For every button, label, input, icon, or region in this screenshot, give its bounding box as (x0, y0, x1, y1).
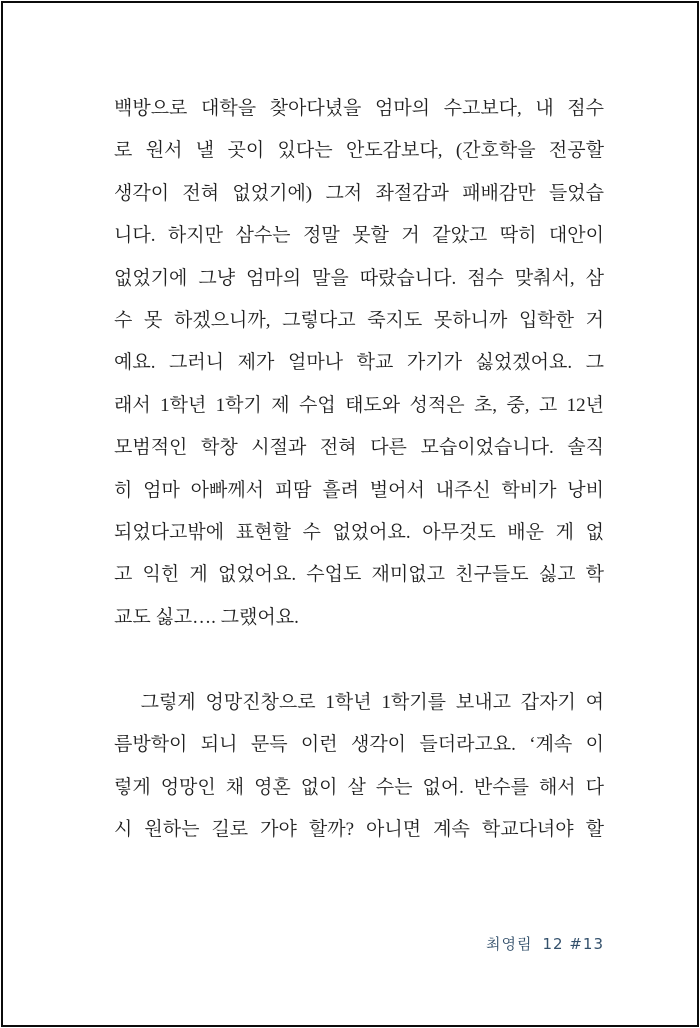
text-line: 예요. 그러니 제가 얼마나 학교 가기가 싫었겠어요. 그 (114, 352, 604, 374)
page-indicator: 12 #13 (542, 935, 604, 953)
text-line: 히 엄마 아빠께서 피땀 흘려 벌어서 내주신 학비가 낭비 (114, 479, 604, 501)
author-signature: 최영림 (486, 935, 533, 953)
text-line: 모범적인 학창 시절과 전혀 다른 모습이었습니다. 솔직 (114, 437, 604, 459)
text-line: 되었다고밖에 표현할 수 없었어요. 아무것도 배운 게 없 (114, 521, 604, 543)
text-line: 래서 1학년 1학기 제 수업 태도와 성적은 초, 중, 고 12년 (114, 394, 604, 416)
text-line: 그렇게 엉망진창으로 1학년 1학기를 보내고 갑자기 여 (140, 692, 604, 714)
body-text (114, 88, 604, 852)
text-line: 백방으로 대학을 찾아다녔을 엄마의 수고보다, 내 점수 (114, 98, 604, 119)
text-line: 고 익힌 게 없었어요. 수업도 재미없고 친구들도 싫고 학 (114, 564, 604, 586)
text-line: 로 원서 낼 곳이 있다는 안도감보다, (간호학을 전공할 (114, 140, 604, 162)
page-footer (114, 933, 604, 954)
text-line: 없었기에 그냥 엄마의 말을 따랐습니다. 점수 맞춰서, 삼 (114, 267, 604, 289)
text-line: 니다. 하지만 삼수는 정말 못할 거 같았고 딱히 대안이 (114, 225, 604, 247)
text-line: 수 못 하겠으니까, 그렇다고 죽지도 못하니까 입학한 거 (114, 309, 604, 331)
text-line: 교도 싫고…. 그랬어요. (114, 606, 299, 628)
text-line: 렇게 엉망인 채 영혼 없이 살 수는 없어. 반수를 해서 다 (114, 776, 604, 798)
text-line: 름방학이 되니 문득 이런 생각이 들더라고요. ‘계속 이 (114, 734, 604, 756)
text-line: 생각이 전혀 없었기에) 그저 좌절감과 패배감만 들었습 (114, 182, 604, 204)
paragraph (114, 88, 604, 639)
text-line: 시 원하는 길로 가야 할까? 아니면 계속 학교다녀야 할 (114, 819, 604, 841)
paragraph (114, 682, 604, 852)
